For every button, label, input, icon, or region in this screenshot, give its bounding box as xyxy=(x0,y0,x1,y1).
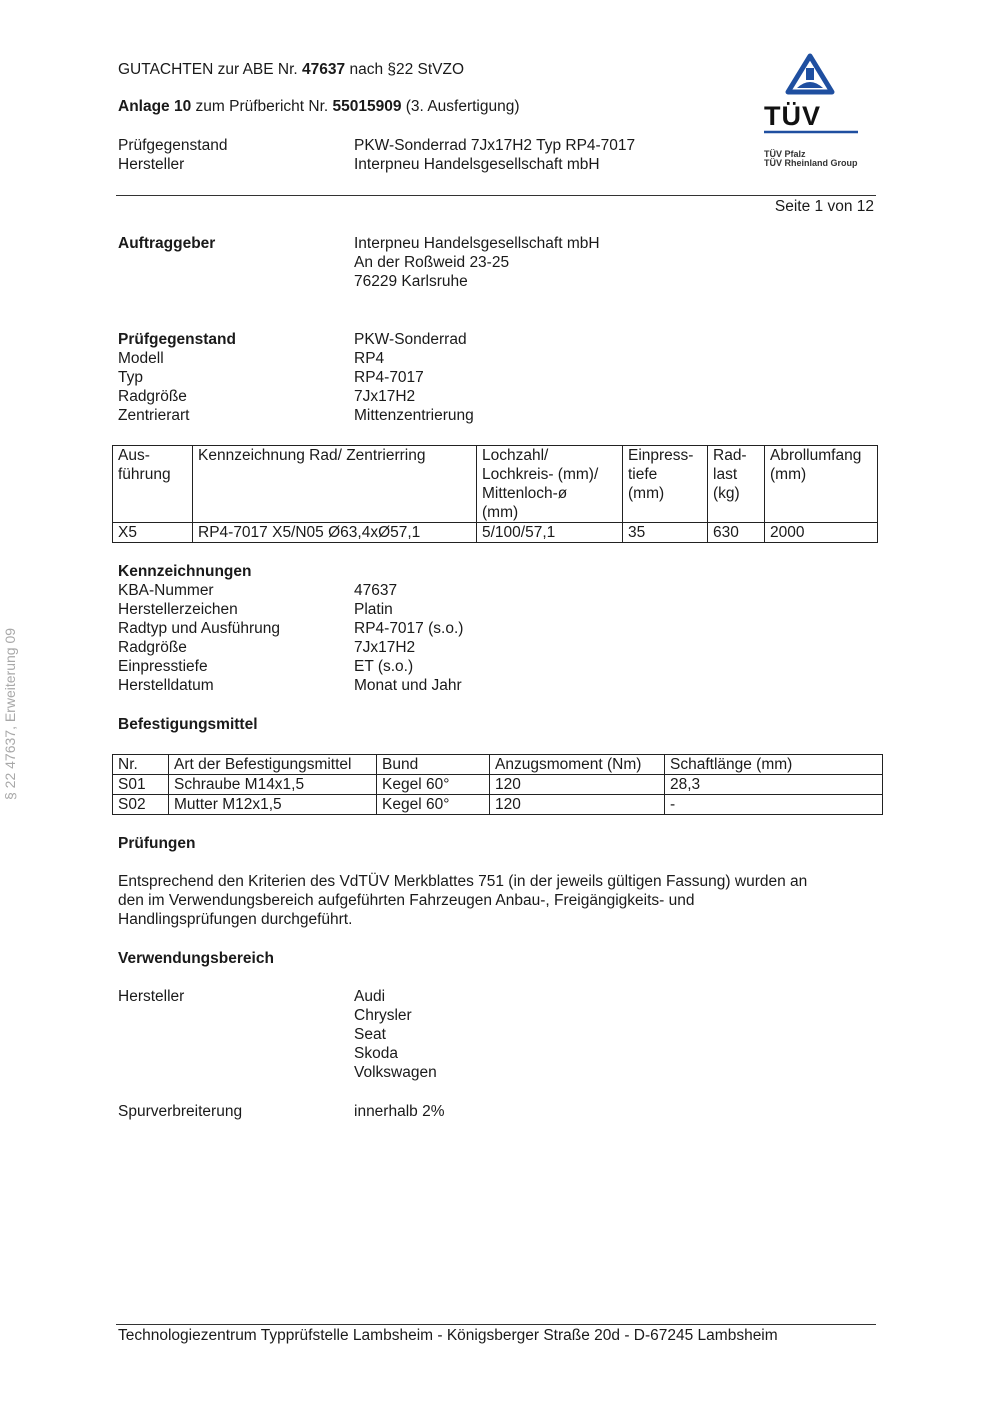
table-header-cell: Nr. xyxy=(113,755,169,775)
fasteners-table xyxy=(112,754,883,815)
table-row xyxy=(113,795,883,815)
header-subject: Prüfgegenstand Hersteller PKW-Sonderrad 7Jx17H2 Typ RP4-7017 Interpneu Handelsgesellschaft mbH xyxy=(118,137,636,173)
table-cell: 2000 xyxy=(765,523,878,543)
table-header-cell: Einpress- tiefe (mm) xyxy=(623,446,708,523)
table-cell: 28,3 xyxy=(665,775,883,795)
list-item: Skoda xyxy=(354,1045,398,1062)
table-header-cell: Aus- führung xyxy=(113,446,193,523)
list-item: Seat xyxy=(354,1026,386,1043)
table-cell: S01 xyxy=(113,775,169,795)
report-title: GUTACHTEN zur ABE Nr. 47637 nach §22 StVZO xyxy=(118,61,465,78)
table-cell: 5/100/57,1 xyxy=(477,523,623,543)
table-header-row xyxy=(113,755,883,775)
table-cell: 120 xyxy=(490,795,665,815)
table-cell: S02 xyxy=(113,795,169,815)
tests-title: Prüfungen xyxy=(118,835,196,852)
table-row xyxy=(113,523,878,543)
table-cell: RP4-7017 X5/N05 Ø63,4xØ57,1 xyxy=(193,523,477,543)
table-cell: - xyxy=(665,795,883,815)
table-header-cell: Schaftlänge (mm) xyxy=(665,755,883,775)
fasteners-title: Befestigungsmittel xyxy=(118,716,258,733)
tests-paragraph: Entsprechend den Kriterien des VdTÜV Merkblattes 751 (in der jeweils gültigen Fassung) wurden an den im Verwendungsbereich aufgeführten Fahrzeugen Anbau-, Freigängigkeits- und Handlingsprüfungen durchgeführt. xyxy=(118,873,808,928)
page-number: Seite 1 von 12 xyxy=(774,198,874,215)
footer-address: Technologiezentrum Typprüfstelle Lambsheim - Königsberger Straße 20d - D-67245 Lambsheim xyxy=(118,1327,778,1344)
table-header-cell: Bund xyxy=(377,755,490,775)
table-cell: X5 xyxy=(113,523,193,543)
table-header-cell: Art der Befestigungsmittel xyxy=(169,755,377,775)
annex-line: Anlage 10 zum Prüfbericht Nr. 55015909 (3. Ausfertigung) xyxy=(118,98,520,115)
test-subject-section: Prüfgegenstand Modell Typ Radgröße Zentrierart PKW-Sonderrad RP4 RP4-7017 7Jx17H2 Mittenzentrierung xyxy=(118,331,474,424)
footer-divider xyxy=(116,1324,876,1325)
table-header-cell: Rad- last (kg) xyxy=(708,446,765,523)
table-cell: 120 xyxy=(490,775,665,795)
usage-manufacturers: Hersteller Audi Chrysler Seat Skoda Volkswagen xyxy=(118,988,437,1081)
header-divider xyxy=(116,195,876,196)
client-section: Auftraggeber Interpneu Handelsgesellschaft mbH An der Roßweid 23-25 76229 Karlsruhe xyxy=(118,235,600,290)
table-cell: Mutter M12x1,5 xyxy=(169,795,377,815)
table-row xyxy=(113,775,883,795)
table-cell: Kegel 60° xyxy=(377,775,490,795)
table-header-cell: Kennzeichnung Rad/ Zentrierring xyxy=(193,446,477,523)
table-cell: 35 xyxy=(623,523,708,543)
list-item: Audi xyxy=(354,988,386,1005)
table-header-row xyxy=(113,446,878,523)
track-widening: Spurverbreiterung innerhalb 2% xyxy=(118,1103,445,1120)
list-item: Chrysler xyxy=(354,1007,412,1024)
tuv-wordmark: TÜV xyxy=(764,101,821,131)
table-cell: 630 xyxy=(708,523,765,543)
table-header-cell: Lochzahl/ Lochkreis- (mm)/ Mittenloch-ø (mm) xyxy=(477,446,623,523)
usage-title: Verwendungsbereich xyxy=(118,950,274,967)
side-note: § 22 47637, Erweiterung 09 xyxy=(2,627,18,800)
wheel-spec-table xyxy=(112,445,878,543)
table-cell: Schraube M14x1,5 xyxy=(169,775,377,795)
table-header-cell: Anzugsmoment (Nm) xyxy=(490,755,665,775)
tuv-logo: TÜV TÜV Pfalz TÜV Rheinland Group xyxy=(756,52,878,172)
markings-section: Kennzeichnungen KBA-Nummer Herstellerzeichen Radtyp und Ausführung Radgröße Einpresstiefe Herstelldatum 47637 Platin RP4-7017 (s.o.) 7Jx17H2 ET (s.o.) Monat und Jahr xyxy=(118,563,464,694)
table-header-cell: Abrollumfang (mm) xyxy=(765,446,878,523)
list-item: Volkswagen xyxy=(354,1064,437,1081)
table-cell: Kegel 60° xyxy=(377,795,490,815)
